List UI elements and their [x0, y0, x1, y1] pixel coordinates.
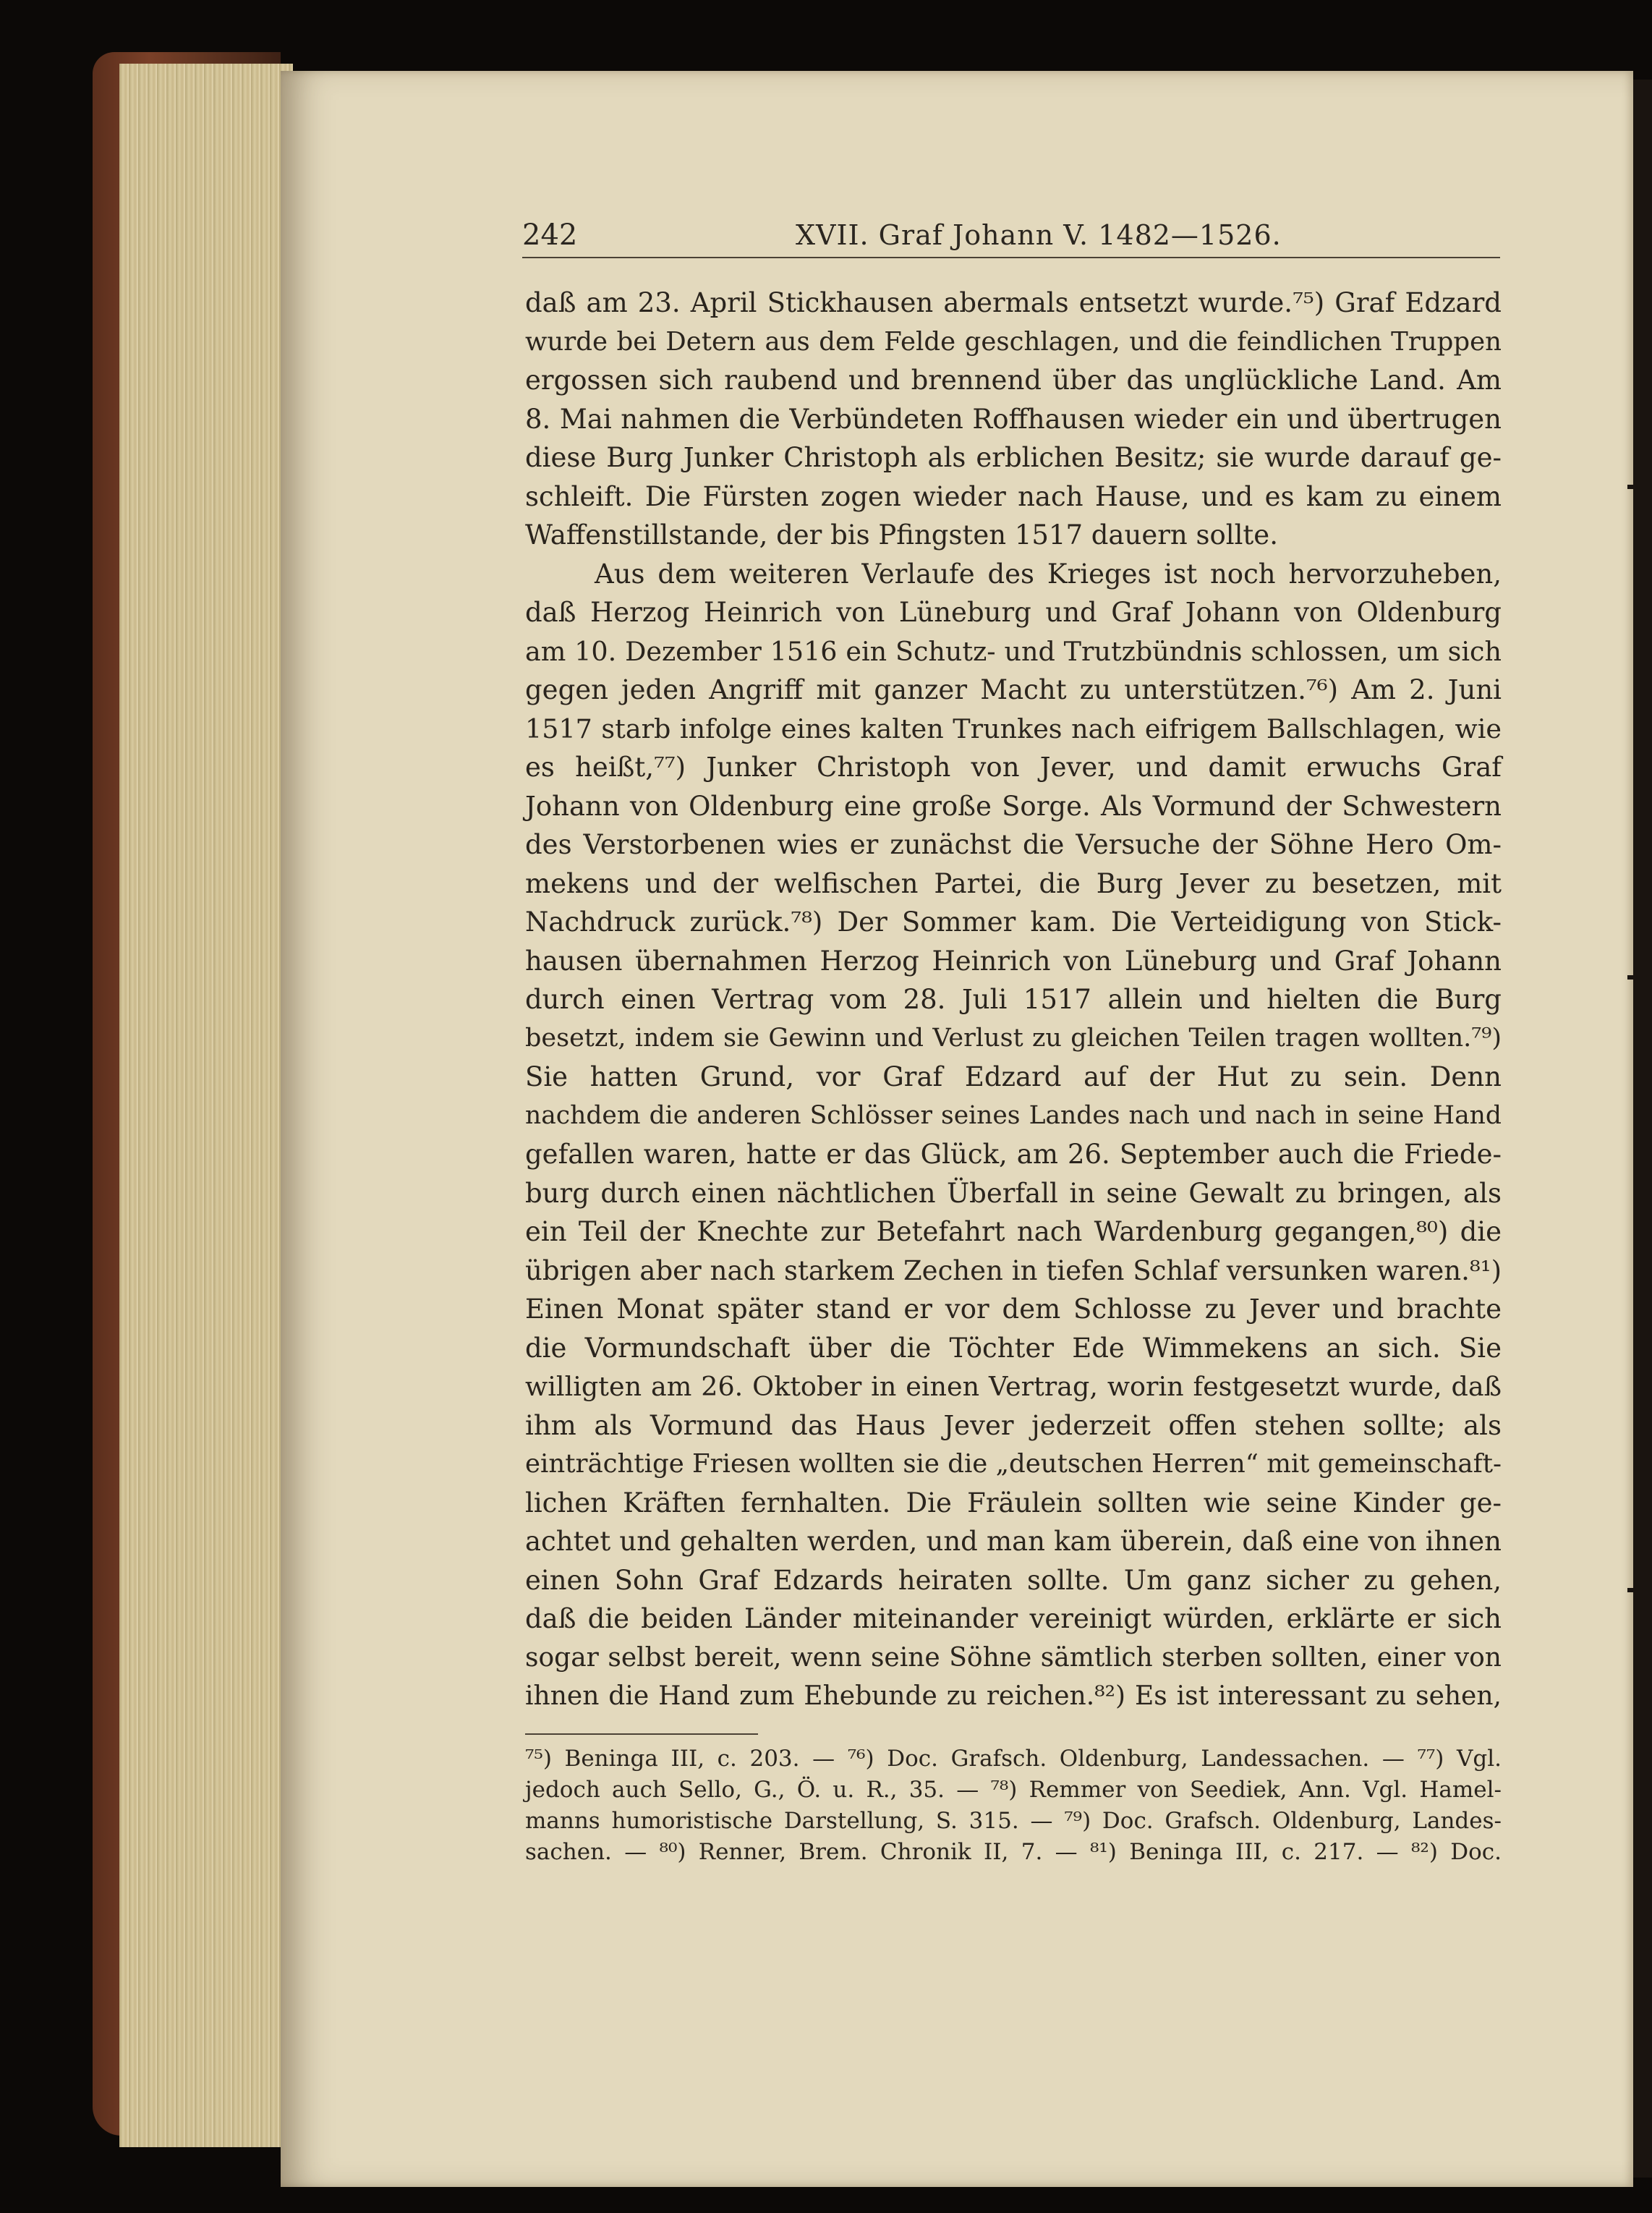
text-line: nachdem die anderen Schlösser seines Landes nach und nach in seine Hand	[525, 1100, 1502, 1130]
text-line: Waffenstillstande, der bis Pfingsten 1517 dauern sollte.	[525, 519, 1278, 551]
text-line: Nachdruck zurück.⁷⁸) Der Sommer kam. Die Verteidigung von Stick-	[525, 906, 1502, 938]
text-line: Einen Monat später stand er vor dem Schlosse zu Jever und brachte	[525, 1294, 1502, 1325]
text-line: lichen Kräften fernhalten. Die Fräulein sollten wie seine Kinder ge-	[525, 1487, 1502, 1518]
text-line: einen Sohn Graf Edzards heiraten sollte. Um ganz sicher zu gehen,	[525, 1564, 1502, 1596]
page-number: 242	[522, 218, 578, 252]
text-line: gegen jeden Angriff mit ganzer Macht zu unterstützen.⁷⁶) Am 2. Juni	[525, 674, 1502, 705]
text-line: Aus dem weiteren Verlaufe des Krieges ist noch hervorzuheben,	[595, 558, 1502, 590]
text-line: Sie hatten Grund, vor Graf Edzard auf der Hut zu sein. Denn	[525, 1061, 1502, 1092]
chapter-title: XVII. Graf Johann V. 1482—1526.	[796, 219, 1282, 251]
text-line: ihnen die Hand zum Ehebunde zu reichen.⁸²) Es ist interessant zu sehen,	[525, 1681, 1502, 1711]
text-line: mekens und der welfischen Partei, die Burg Jever zu besetzen, mit	[525, 867, 1502, 899]
text-line: einträchtige Friesen wollten sie die „deutschen Herren“ mit gemeinschaft-	[525, 1449, 1502, 1479]
text-line: am 10. Dezember 1516 ein Schutz- und Trutzbündnis schlossen, um sich	[525, 635, 1502, 667]
footnote-line: manns humoristische Darstellung, S. 315. — ⁷⁹) Doc. Grafsch. Oldenburg, Landes-	[525, 1808, 1502, 1834]
text-line: wurde bei Detern aus dem Felde geschlagen, und die feindlichen Truppen	[525, 326, 1502, 357]
text-line: daß Herzog Heinrich von Lüneburg und Graf Johann von Oldenburg	[525, 597, 1502, 628]
page-tab-marker	[1627, 1588, 1642, 1592]
text-line: des Verstorbenen wies er zunächst die Versuche der Söhne Hero Om-	[525, 829, 1502, 860]
right-page-edge	[1633, 80, 1652, 2178]
text-line: sogar selbst bereit, wenn seine Söhne sämtlich sterben sollten, einer von	[525, 1642, 1502, 1673]
text-line: übrigen aber nach starkem Zechen in tiefen Schlaf versunken waren.⁸¹)	[525, 1254, 1502, 1286]
page-tab-marker	[1627, 485, 1642, 489]
text-line: burg durch einen nächtlichen Überfall in seine Gewalt zu bringen, als	[525, 1177, 1502, 1209]
page-stack-edges	[119, 64, 293, 2147]
running-head	[522, 213, 1500, 258]
text-line: durch einen Vertrag vom 28. Juli 1517 allein und hielten die Burg	[525, 984, 1502, 1015]
text-line: Johann von Oldenburg eine große Sorge. Als Vormund der Schwestern	[525, 790, 1502, 822]
text-line: gefallen waren, hatte er das Glück, am 26. September auch die Friede-	[525, 1139, 1502, 1170]
text-line: 1517 starb infolge eines kalten Trunkes nach eifrigem Ballschlagen, wie	[525, 713, 1502, 744]
footnotes	[525, 1743, 1502, 1868]
text-line: daß die beiden Länder miteinander vereinigt würden, erklärte er sich	[525, 1603, 1502, 1634]
text-line: ergossen sich raubend und brennend über das unglückliche Land. Am	[525, 365, 1502, 396]
footnote-line: sachen. — ⁸⁰) Renner, Brem. Chronik II, 7. — ⁸¹) Beninga III, c. 217. — ⁸²) Doc.	[525, 1839, 1502, 1865]
footnote-line: ⁷⁵) Beninga III, c. 203. — ⁷⁶) Doc. Grafsch. Oldenburg, Landessachen. — ⁷⁷) Vgl.	[525, 1746, 1502, 1772]
text-line: ihm als Vormund das Haus Jever jederzeit offen stehen sollte; als	[525, 1409, 1502, 1441]
text-line: ein Teil der Knechte zur Betefahrt nach Wardenburg gegangen,⁸⁰) die	[525, 1216, 1502, 1247]
body-text	[525, 284, 1502, 1716]
text-line: 8. Mai nahmen die Verbündeten Roffhausen wieder ein und übertrugen	[525, 403, 1502, 435]
page-tab-marker	[1627, 975, 1642, 980]
footnote-divider	[525, 1733, 758, 1735]
text-line: die Vormundschaft über die Töchter Ede Wimmekens an sich. Sie	[525, 1332, 1502, 1364]
footnote-line: jedoch auch Sello, G., Ö. u. R., 35. — ⁷⁸) Remmer von Seediek, Ann. Vgl. Hamel-	[525, 1777, 1502, 1803]
text-line: achtet und gehalten werden, und man kam überein, daß eine von ihnen	[525, 1526, 1502, 1557]
text-line: hausen übernahmen Herzog Heinrich von Lüneburg und Graf Johann	[525, 945, 1502, 977]
text-line: daß am 23. April Stickhausen abermals entsetzt wurde.⁷⁵) Graf Edzard	[525, 287, 1502, 318]
text-line: diese Burg Junker Christoph als erblichen Besitz; sie wurde darauf ge-	[525, 442, 1502, 473]
text-line: willigten am 26. Oktober in einen Vertrag, worin festgesetzt wurde, daß	[525, 1371, 1502, 1402]
text-line: schleift. Die Fürsten zogen wieder nach Hause, und es kam zu einem	[525, 480, 1502, 512]
text-line: besetzt, indem sie Gewinn und Verlust zu gleichen Teilen tragen wollten.⁷⁹)	[525, 1023, 1502, 1053]
text-line: es heißt,⁷⁷) Junker Christoph von Jever, und damit erwuchs Graf	[525, 752, 1502, 783]
